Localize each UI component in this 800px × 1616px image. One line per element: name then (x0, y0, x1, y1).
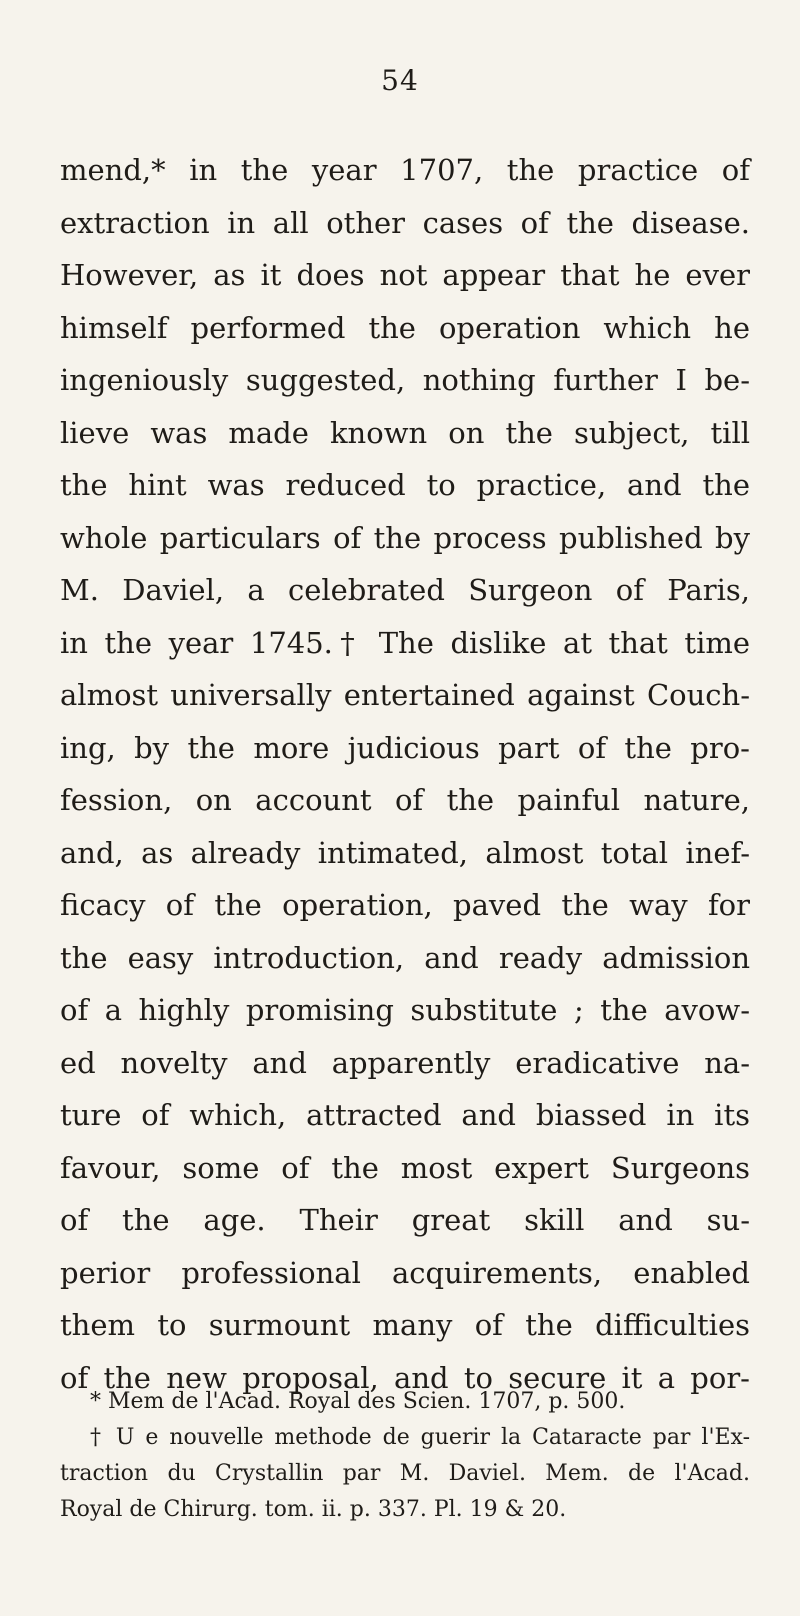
body-line: ing, by the more judicious part of the pro- (60, 730, 750, 765)
body-line: lieve was made known on the subject, till (60, 415, 750, 450)
body-line: favour, some of the most expert Surgeons (60, 1150, 750, 1185)
footnote-line: † U e nouvelle methode de guerir la Cataracte par l'Ex- (90, 1425, 750, 1450)
body-line: ture of which, attracted and biassed in its (60, 1098, 750, 1132)
body-line: the hint was reduced to practice, and the (60, 468, 750, 502)
body-line: almost universally entertained against Couch- (60, 678, 750, 712)
body-line: the easy introduction, and ready admission (60, 940, 750, 975)
body-line: of a highly promising substitute ; the avow- (60, 993, 750, 1027)
body-line: M. Daviel, a celebrated Surgeon of Paris, (60, 573, 750, 607)
body-line: ingeniously suggested, nothing further I be- (60, 363, 750, 397)
body-line: ed novelty and apparently eradicative na- (60, 1045, 750, 1080)
body-line: extraction in all other cases of the disease. (60, 205, 750, 240)
body-text (60, 144, 750, 1404)
body-line: perior professional acquirements, enabled (60, 1255, 750, 1290)
body-line: ficacy of the operation, paved the way for (60, 888, 750, 922)
body-line: them to surmount many of the difficulties (60, 1308, 750, 1342)
body-line: mend,* in the year 1707, the practice of (60, 153, 750, 187)
body-line: However, as it does not appear that he ever (60, 258, 750, 292)
footnote-line: * Mem de l'Acad. Royal des Scien. 1707, p. 500. (90, 1389, 626, 1414)
body-line: whole particulars of the process published by (60, 520, 750, 555)
body-line: of the new proposal, and to secure it a por- (60, 1360, 750, 1395)
footnotes (60, 1384, 750, 1528)
footnote-line: traction du Crystallin par M. Daviel. Mem. de l'Acad. (60, 1461, 750, 1486)
body-line: himself performed the operation which he (60, 310, 750, 345)
body-line: of the age. Their great skill and su- (60, 1203, 750, 1237)
body-line: fession, on account of the painful nature, (60, 783, 750, 817)
page-number: 54 (381, 64, 419, 97)
footnote-line: Royal de Chirurg. tom. ii. p. 337. Pl. 19 & 20. (60, 1497, 567, 1522)
body-line: in the year 1745.† The dislike at that time (60, 625, 750, 660)
body-line: and, as already intimated, almost total inef- (60, 835, 750, 870)
